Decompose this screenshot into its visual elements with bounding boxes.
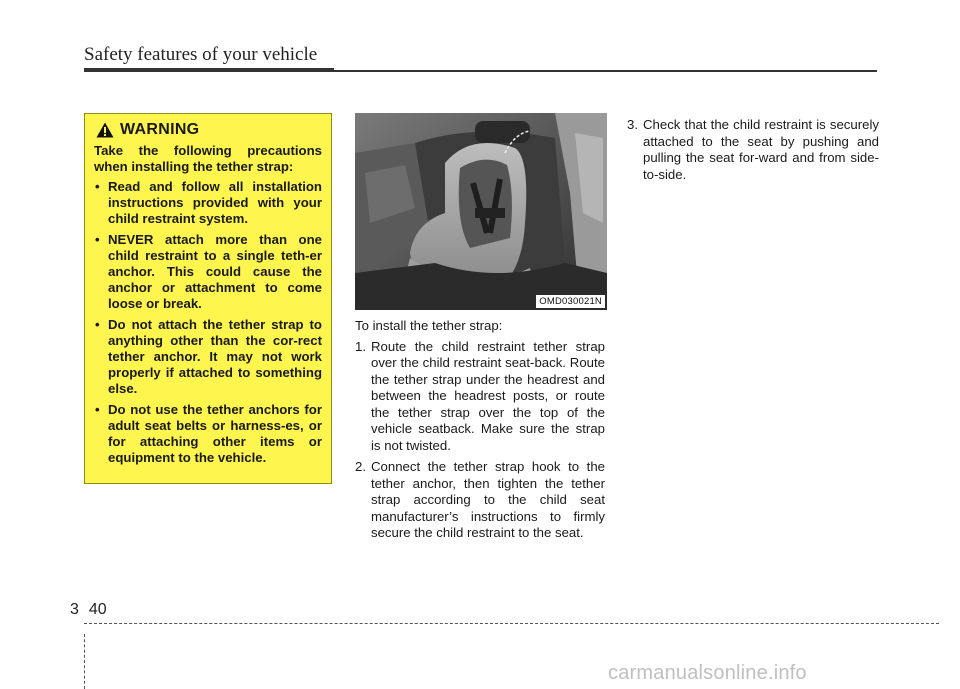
- header-rule-thin: [334, 70, 877, 72]
- page-number-value: 40: [88, 601, 107, 618]
- page-header-title: Safety features of your vehicle: [84, 44, 318, 65]
- warning-item: [94, 402, 322, 466]
- step-number: 3.: [627, 117, 638, 132]
- step-text: Connect the tether strap hook to the tether anchor, then tighten the tether strap according to the child seat manufacturer’s instructions to firmly secure the child restraint to the seat.: [371, 459, 605, 540]
- instruction-step: [355, 459, 605, 542]
- step-number: 2.: [355, 459, 366, 474]
- warning-list: [94, 179, 322, 466]
- bullet: •: [95, 317, 100, 332]
- step-text: Route the child restraint tether strap over the child restraint seat-back. Route the tether strap under the headrest and between the headrest posts, or route the tether strap over the top of the vehicle seatback. Make sure the strap is not twisted.: [371, 338, 605, 453]
- warning-item-text: Read and follow all installation instructions provided with your child restraint system.: [108, 179, 322, 226]
- warning-item-text: Do not use the tether anchors for adult seat belts or harness-es, or for attaching other items or equipment to the vehicle.: [108, 402, 322, 465]
- warning-intro: Take the following precautions when installing the tether strap:: [94, 143, 322, 174]
- warning-header: [96, 122, 322, 138]
- warning-title: WARNING: [120, 121, 200, 138]
- instructions-column: [355, 318, 605, 547]
- child-seat-illustration: [355, 113, 607, 310]
- instruction-step: [627, 117, 879, 183]
- warning-item: [94, 232, 322, 312]
- watermark: carmanualsonline.info: [608, 662, 807, 684]
- warning-triangle-icon: [96, 122, 114, 138]
- warning-box: [84, 113, 332, 484]
- warning-item-text: Do not attach the tether strap to anything other than the cor-rect tether anchor. It may not work properly if attached to something else.: [108, 317, 322, 396]
- header-rule: [84, 68, 334, 72]
- step-text: Check that the child restraint is securely attached to the seat by pushing and pulling the seat for-ward and from side-to-side.: [643, 117, 879, 182]
- warning-item-text: NEVER attach more than one child restraint to a single teth-er anchor. This could cause the anchor or attachment to come loose or break.: [108, 232, 322, 311]
- instruction-step: [355, 339, 605, 455]
- chapter-number: 3: [70, 601, 79, 618]
- footer-divider: [84, 623, 939, 624]
- page-number: [70, 601, 107, 619]
- bullet: •: [95, 179, 100, 194]
- instructions-column-right: [627, 117, 879, 188]
- bullet: •: [95, 402, 100, 417]
- step-number: 1.: [355, 338, 366, 354]
- footer-divider-vertical: [84, 634, 85, 689]
- warning-item: [94, 179, 322, 227]
- warning-item: [94, 317, 322, 397]
- instructions-intro: To install the tether strap:: [355, 318, 503, 333]
- bullet: •: [95, 232, 100, 247]
- figure-code: OMD030021N: [536, 295, 605, 308]
- child-seat-photo: [355, 113, 607, 310]
